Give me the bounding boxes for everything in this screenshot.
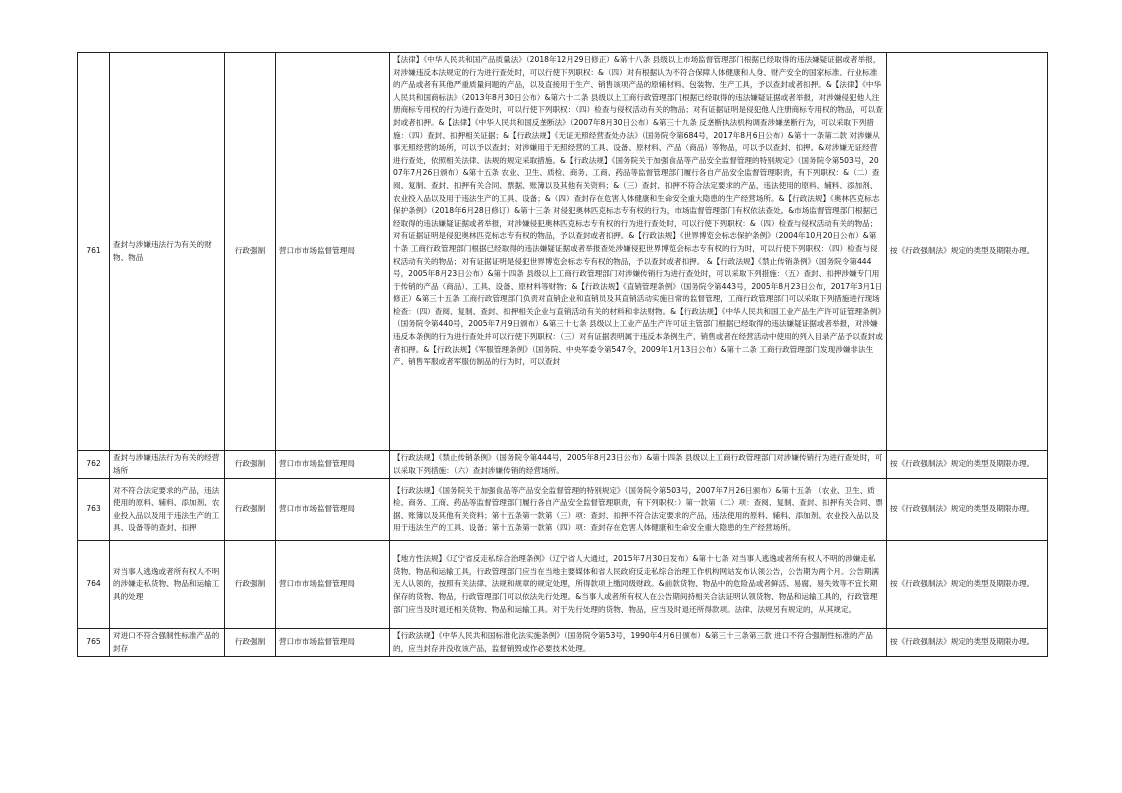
table-row (78, 629, 1048, 657)
item-name: 对进口不符合强制性标准产品的封存 (110, 629, 225, 657)
item-name: 对当事人逃逸或者所有权人不明的涉嫌走私货物、物品和运输工具的处理 (110, 541, 225, 629)
row-number: 761 (78, 53, 110, 451)
item-department: 营口市市场监督管理局 (276, 541, 390, 629)
item-department: 营口市市场监督管理局 (276, 451, 390, 479)
item-department: 营口市市场监督管理局 (276, 629, 390, 657)
item-type: 行政强制 (225, 541, 276, 629)
item-legal-basis: 【地方性法规】《辽宁省反走私综合治理条例》（辽宁省人大通过，2015年7月30日发布）&第十七条 对当事人逃逸或者所有权人不明的涉嫌走私货物、物品和运输工具，行政管理部门应当在当地主要媒体和省人民政府反走私综合治理工作机构网站发布认领公告，公告期为两个月。公告期满无人认领的，按照有关法律、法规和规章的规定处理，所得款项上缴同级财政。&前款货物、物品中的危险品或者鲜活、易腐、易失效等不宜长期保存的货物、物品，行政管理部门可以依法先行处理。&当事人或者所有权人在公告期间持相关合法证明认领货物、物品和运输工具的，行政管理部门应当及时退还相关货物、物品和运输工具。对于先行处理的货物、物品，应当及时退还所得款项。法律、法规另有规定的，从其规定。 (390, 541, 887, 629)
table-row (78, 451, 1048, 479)
item-legal-basis: 【行政法规】《国务院关于加强食品等产品安全监督管理的特别规定》（国务院令第503号，2007年7月26日颁布）&第十五条 （农业、卫生、质检、商务、工商、药品等监督管理部门履行各自产品安全监督管理职责，有下列职权：）第一款第（二）项：查阅、复制、查封、扣押有关合同、票据、账簿以及其他有关资料；第十五条第一款第（三）项：查封、扣押不符合法定要求的产品，违法使用的原料、辅料、添加剂、农业投入品以及用于违法生产的工具、设备；第十五条第一款第（四）项：查封存在危害人体健康和生命安全重大隐患的生产经营场所。 (390, 479, 887, 541)
item-department: 营口市市场监督管理局 (276, 53, 390, 451)
item-type: 行政强制 (225, 451, 276, 479)
item-note: 按《行政强制法》规定的类型及期限办理。 (887, 451, 1048, 479)
item-type: 行政强制 (225, 53, 276, 451)
row-number: 765 (78, 629, 110, 657)
item-name: 对不符合法定要求的产品，违法使用的原料、辅料、添加剂、农业投入品以及用于违法生产的工具、设备等的查封、扣押 (110, 479, 225, 541)
item-legal-basis: 【行政法规】《禁止传销条例》（国务院令第444号，2005年8月23日公布）&第十四条 县级以上工商行政管理部门对涉嫌传销行为进行查处时，可以采取下列措施：（六）查封涉嫌传销的经营场所。 (390, 451, 887, 479)
row-number: 764 (78, 541, 110, 629)
item-legal-basis: 【法律】《中华人民共和国产品质量法》（2018年12月29日修正）&第十八条 县级以上市场监督管理部门根据已经取得的违法嫌疑证据或者举报，对涉嫌违反本法规定的行为进行查处时，可以行使下列职权：&（四）对有根据认为不符合保障人体健康和人身、财产安全的国家标准、行业标准的产品或者有其他严重质量问题的产品，以及直接用于生产、销售该项产品的原辅材料、包装物、生产工具，予以查封或者扣押。&【法律】《中华人民共和国商标法》（2013年8月30日公布）&第六十二条 县级以上工商行政管理部门根据已经取得的违法嫌疑证据或者举报，对涉嫌侵犯他人注册商标专用权的行为进行查处时，可以行使下列职权：（四）检查与侵权活动有关的物品；对有证据证明是侵犯他人注册商标专用权的物品，可以查封或者扣押。&【法律】《中华人民共和国反垄断法》（2007年8月30日公布）&第三十九条 反垄断执法机构调查涉嫌垄断行为，可以采取下列措施：（四）查封、扣押相关证据；&【行政法规】《无证无照经营查处办法》（国务院令第684号，2017年8月6日公布）&第十一条第二款 对涉嫌从事无照经营的场所，可以予以查封；对涉嫌用于无照经营的工具、设备、原材料、产品（商品）等物品，可以予以查封、扣押。&对涉嫌无证经营进行查处，依照相关法律、法规的规定采取措施。&【行政法规】《国务院关于加强食品等产品安全监督管理的特别规定》（国务院令第503号，2007年7月26日颁布）&第十五条 农业、卫生、质检、商务、工商、药品等监督管理部门履行各自产品安全监督管理职责，有下列职权：&（二）查阅、复制、查封、扣押有关合同、票据、账簿以及其他有关资料；&（三）查封、扣押不符合法定要求的产品，违法使用的原料、辅料、添加剂、农业投入品以及用于违法生产的工具、设备；&（四）查封存在危害人体健康和生命安全重大隐患的生产经营场所。&【行政法规】《奥林匹克标志保护条例》（2018年6月28日修订）&第十三条 对侵犯奥林匹克标志专有权的行为，市场监督管理部门有权依法查处。&市场监督管理部门根据已经取得的违法嫌疑证据或者举报，对涉嫌侵犯奥林匹克标志专有权的行为进行查处时，可以行使下列职权：&（四）检查与侵权活动有关的物品；对有证据证明是侵犯奥林匹克标志专有权的物品，予以查封或者扣押。&【行政法规】《世界博览会标志保护条例》（2004年10月20日公布）&第十条 工商行政管理部门根据已经取得的违法嫌疑证据或者举报查处涉嫌侵犯世界博览会标志专有权的行为时，可以行使下列职权：（四）检查与侵权活动有关的物品；对有证据证明是侵犯世界博览会标志专有权的物品，予以查封或者扣押。 &【行政法规】《禁止传销条例》（国务院令第444号，2005年8月23日公布）&第十四条 县级以上工商行政管理部门对涉嫌传销行为进行查处时，可以采取下列措施：（五）查封、扣押涉嫌专门用于传销的产品（商品）、工具、设备、原材料等财物；&【行政法规】《直销管理条例》（国务院令第443号，2005年8月23日公布，2017年3月1日修正）&第三十五条 工商行政管理部门负责对直销企业和直销员及其直销活动实施日常的监督管理，工商行政管理部门可以采取下列措施进行现场检查：（四）查阅、复制、查封、扣押相关企业与直销活动有关的材料和非法财物。&【行政法规】《中华人民共和国工业产品生产许可证管理条例》（国务院令第440号，2005年7月9日颁布）&第三十七条 县级以上工业产品生产许可证主管部门根据已经取得的违法嫌疑证据或者举报，对涉嫌违反本条例的行为进行查处并可以行使下列职权：（三）对有证据表明属于违反本条例生产、销售或者在经营活动中使用的列入目录产品予以查封或者扣押。&【行政法规】《军服管理条例》（国务院、中央军委令第547令，2009年1月13日公布）&第十二条 工商行政管理部门发现涉嫌非法生产、销售军服或者军服仿制品的行为时，可以查封 (390, 53, 887, 451)
table-row (78, 53, 1048, 451)
row-number: 762 (78, 451, 110, 479)
item-name: 查封与涉嫌违法行为有关的财物、物品 (110, 53, 225, 451)
table-row (78, 479, 1048, 541)
power-list-table (77, 52, 1048, 657)
item-note: 按《行政强制法》规定的类型及期限办理。 (887, 479, 1048, 541)
item-department: 营口市市场监督管理局 (276, 479, 390, 541)
table-row (78, 541, 1048, 629)
item-type: 行政强制 (225, 479, 276, 541)
item-note: 按《行政强制法》规定的类型及期限办理。 (887, 541, 1048, 629)
item-legal-basis: 【行政法规】《中华人民共和国标准化法实施条例》（国务院令第53号，1990年4月6日颁布）&第三十三条第三款 进口不符合强制性标准的产品的，应当封存并没收该产品，监督销毁或作必要技术处理。 (390, 629, 887, 657)
item-note: 按《行政强制法》规定的类型及期限办理。 (887, 629, 1048, 657)
item-type: 行政强制 (225, 629, 276, 657)
row-number: 763 (78, 479, 110, 541)
item-note: 按《行政强制法》规定的类型及期限办理。 (887, 53, 1048, 451)
item-name: 查封与涉嫌违法行为有关的经营场所 (110, 451, 225, 479)
